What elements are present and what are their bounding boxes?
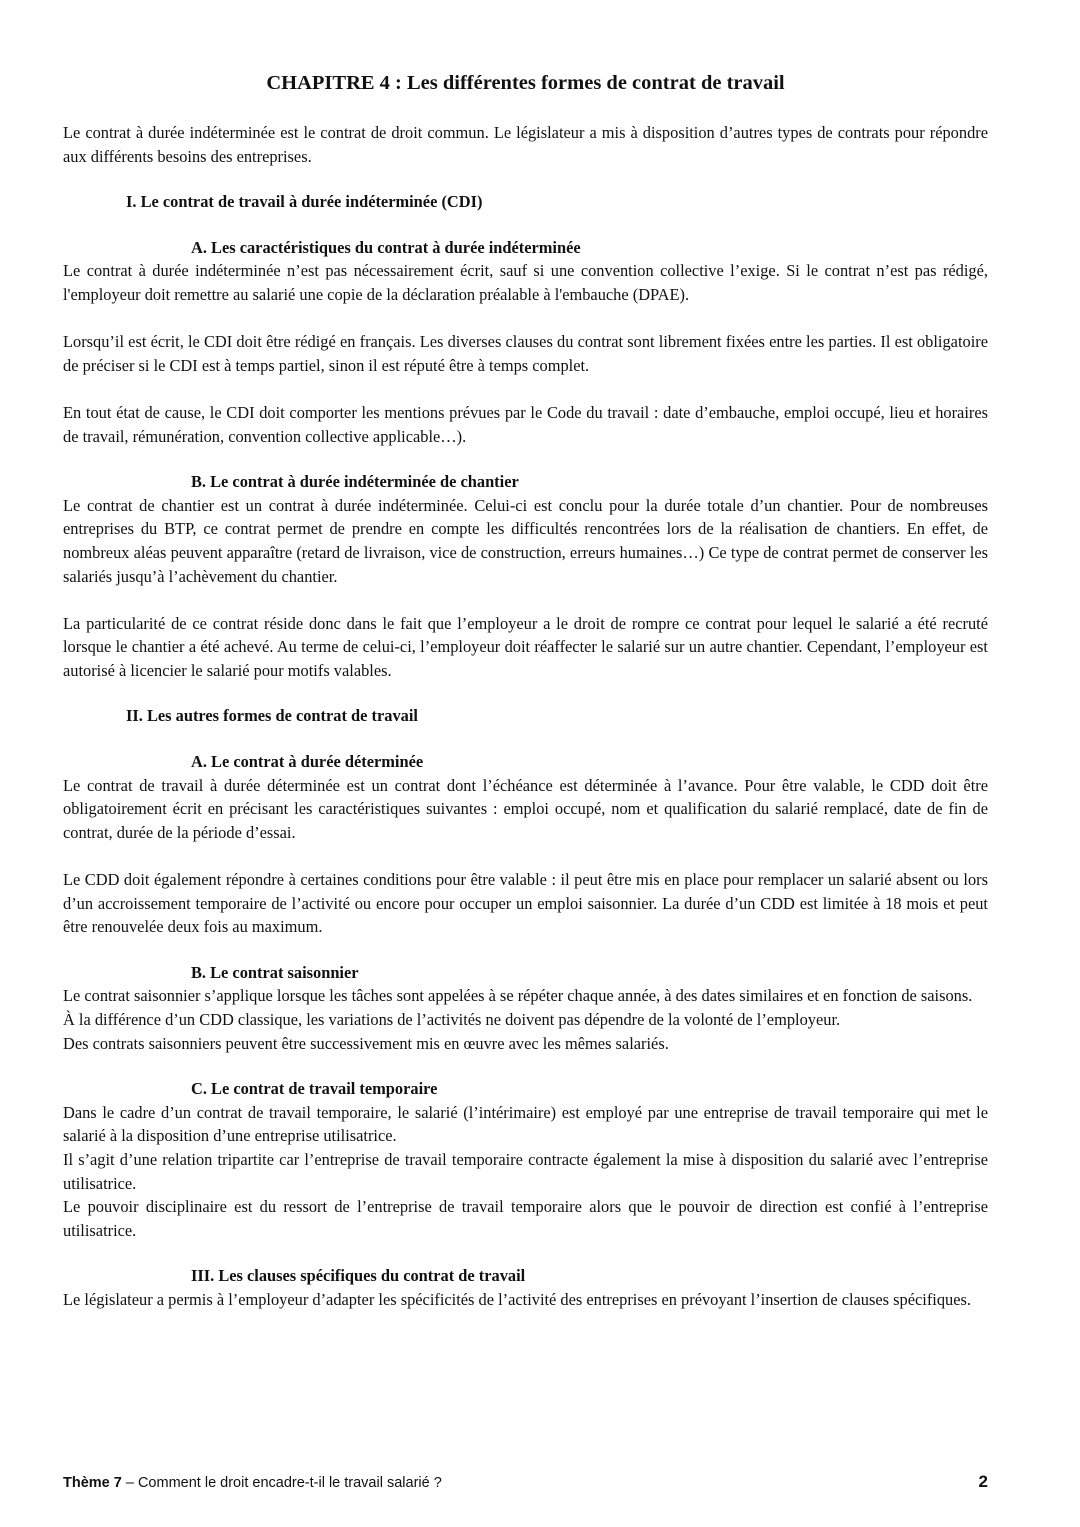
page-number: 2: [978, 1472, 988, 1491]
section-1a-paragraph-1: Le contrat à durée indéterminée n’est pas nécessairement écrit, sauf si une convention collective l’exige. Si le contrat n’est pas rédigé, l'employeur doit remettre au salarié une copie de la déclaration préalable à l'embauche (DPAE).: [63, 261, 988, 304]
page-title: CHAPITRE 4 : Les différentes formes de contrat de travail: [266, 72, 785, 94]
section-1-heading: I. Le contrat de travail à durée indéterminée (CDI): [126, 192, 483, 212]
intro-paragraph: Le contrat à durée indéterminée est le contrat de droit commun. Le législateur a mis à disposition d’autres types de contrats pour répondre aux différents besoins des entreprises.: [63, 123, 988, 166]
section-1b-heading: B. Le contrat à durée indéterminée de chantier: [191, 472, 519, 492]
section-1a-paragraph-3: En tout état de cause, le CDI doit comporter les mentions prévues par le Code du travail : date d’embauche, emploi occupé, lieu et horaires de travail, rémunération, convention collective applicable…).: [63, 402, 988, 446]
section-2c-line-3: Le pouvoir disciplinaire est du ressort de l’entreprise de travail temporaire alors que le pouvoir de direction est confié à l’entreprise utilisatrice.: [63, 1197, 988, 1240]
section-2-heading: II. Les autres formes de contrat de travail: [126, 706, 418, 726]
footer-theme-text: – Comment le droit encadre-t-il le travail salarié ?: [121, 1475, 442, 1491]
section-2b-line-3: Des contrats saisonniers peuvent être successivement mis en œuvre avec les mêmes salariés.: [63, 1033, 669, 1053]
section-2b-heading: B. Le contrat saisonnier: [191, 962, 359, 982]
section-1a-paragraph-2: Lorsqu’il est écrit, le CDI doit être rédigé en français. Les diverses clauses du contrat sont librement fixées entre les parties. Il est obligatoire de préciser si le CDI est à temps partiel, sinon il est réputé être à temps complet.: [63, 332, 988, 375]
footer-theme-label: Thème 7: [63, 1475, 122, 1491]
section-2c-line-2: Il s’agit d’une relation tripartite car l’entreprise de travail temporaire contracte également la mise à disposition du salarié avec l’entreprise utilisatrice.: [63, 1149, 988, 1193]
section-2b-line-2: À la différence d’un CDD classique, les variations de l’activités ne doivent pas dépendre de la volonté de l’employeur.: [63, 1010, 841, 1029]
footer-theme: [63, 1472, 442, 1496]
section-3-heading: III. Les clauses spécifiques du contrat de travail: [191, 1266, 526, 1286]
section-2a-paragraph-1: Le contrat de travail à durée déterminée est un contrat dont l’échéance est déterminée à l’avance. Pour être valable, le CDD doit être obligatoirement écrit en précisant les caractéristiques suivantes : emploi occupé, nom et qualification du salarié remplacé, date de fin de contrat, durée de la période d’essai.: [63, 775, 988, 842]
section-1b-paragraph-2: La particularité de ce contrat réside donc dans le fait que l’employeur a le droit de rompre ce contrat pour lequel le salarié a été recruté lorsque le chantier a été achevé. Au terme de celui-ci, l’employeur doit réaffecter le salarié sur un autre chantier. Cependant, l’employeur est autorisé à licencier le salarié pour motifs valables.: [63, 613, 988, 680]
section-2b-line-1: Le contrat saisonnier s’applique lorsque les tâches sont appelées à se répéter chaque année, à des dates similaires et en fonction de saisons.: [63, 986, 973, 1006]
section-1a-heading: A. Les caractéristiques du contrat à durée indéterminée: [191, 237, 581, 257]
section-1b-paragraph-1: Le contrat de chantier est un contrat à durée indéterminée. Celui-ci est conclu pour la durée totale d’un chantier. Pour de nombreuses entreprises du BTP, ce contrat permet de prendre en compte les difficultés rencontrées lors de la réalisation de chantiers. En effet, de nombreux aléas peuvent apparaître (retard de livraison, vice de construction, erreurs humaines…) Ce type de contrat permet de conserver les salariés jusqu’à l’achèvement du chantier.: [63, 495, 988, 586]
section-3-paragraph-1: Le législateur a permis à l’employeur d’adapter les spécificités de l’activité des entreprises en prévoyant l’insertion de clauses spécifiques.: [63, 1289, 971, 1309]
section-2c-line-1: Dans le cadre d’un contrat de travail temporaire, le salarié (l’intérimaire) est employé par une entreprise de travail temporaire qui met le salarié à la disposition d’une entreprise utilisatrice.: [63, 1102, 988, 1146]
section-2a-paragraph-2: Le CDD doit également répondre à certaines conditions pour être valable : il peut être mis en place pour remplacer un salarié absent ou lors d’un accroissement temporaire de l’activité ou encore pour occuper un emploi saisonnier. La durée d’un CDD est limitée à 18 mois et peut être renouvelée deux fois au maximum.: [63, 870, 988, 937]
page-footer: [63, 1470, 988, 1496]
section-2c-heading: C. Le contrat de travail temporaire: [191, 1079, 438, 1099]
section-2a-heading: A. Le contrat à durée déterminée: [191, 752, 424, 772]
